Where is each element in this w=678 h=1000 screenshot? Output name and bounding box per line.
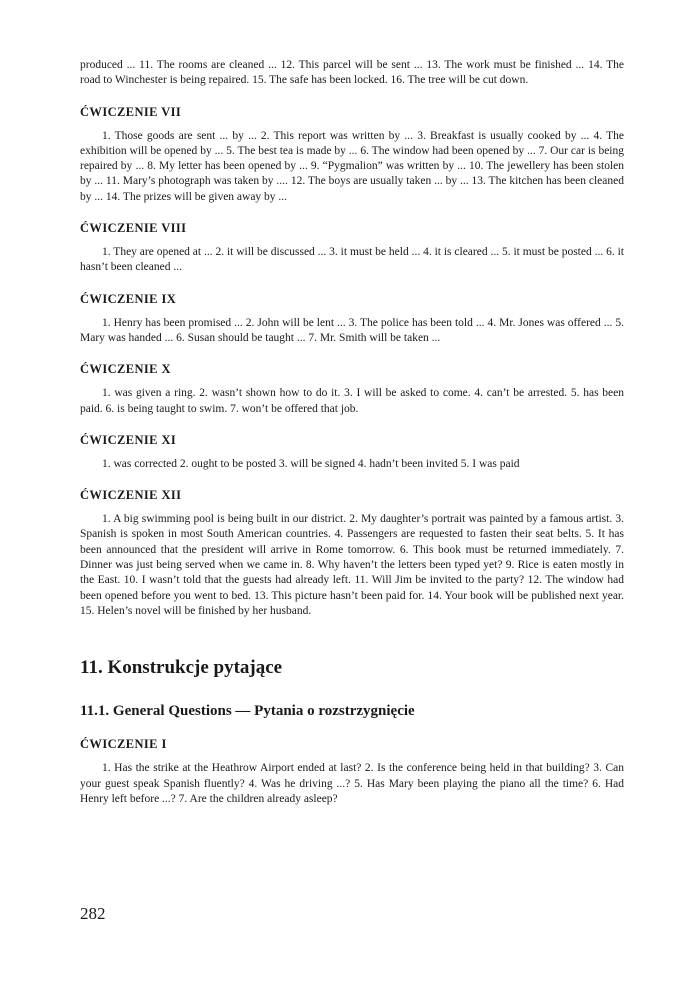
exercise-xi xyxy=(80,433,624,472)
page-number: 282 xyxy=(80,904,106,923)
exercise-viii xyxy=(80,221,624,276)
exercise-answers: 1. was corrected 2. ought to be posted 3. will be signed 4. hadn’t been invited 5. I was paid xyxy=(102,457,520,470)
exercise-heading: ĆWICZENIE X xyxy=(80,362,171,377)
exercise-heading: ĆWICZENIE VII xyxy=(80,104,182,119)
exercise-x xyxy=(80,362,624,417)
exercise-heading: ĆWICZENIE XI xyxy=(80,432,177,447)
exercise-answers: 1. Henry has been promised ... 2. John will be lent ... 3. The police has been told ... 4. Mr. Jones was offered ... 5. Mary was handed ... 6. Susan should be taught ... 7. Mr. Smith will be taken ... xyxy=(80,316,624,344)
exercise-heading: ĆWICZENIE I xyxy=(80,737,167,752)
section-title: 11.1. General Questions — Pytania o rozstrzygnięcie xyxy=(80,703,415,720)
exercise-xii xyxy=(80,488,624,619)
exercise-vii xyxy=(80,105,624,205)
exercise-answers: 1. They are opened at ... 2. it will be discussed ... 3. it must be held ... 4. it is cleared ... 5. it must be posted ... 6. it hasn’t been cleaned ... xyxy=(80,246,624,274)
exercise-i xyxy=(80,737,624,807)
exercise-answers: 1. A big swimming pool is being built in our district. 2. My daughter’s portrait was painted by a famous artist. 3. Spanish is spoken in most South American countries. 4. Passengers are requested to fasten their seat belts. 5. It has been announced that the president will arrive in Rome tomorrow. 6. This book must be returned immediately. 7. Dinner was just being served when we came in. 8. Why haven’t the letters been typed yet? 9. Rice is eaten mostly in the East. 10. I wasn’t told that the guests had already left. 11. Will Jim be invited to the party? 12. The window had been opened before you went to bed. 13. This picture hasn’t been paid for. 14. Your book will be published next year. 15. Helen’s novel will be finished by her husband. xyxy=(80,513,624,617)
exercise-ix xyxy=(80,292,624,347)
exercise-heading: ĆWICZENIE XII xyxy=(80,488,182,503)
exercise-answers: 1. Has the strike at the Heathrow Airport ended at last? 2. Is the conference being held in that building? 3. Can your guest speak Spanish fluently? 4. Was he driving ...? 5. Has Mary been playing the piano all the time? 6. Had Henry left before ...? 7. Are the children already asleep? xyxy=(80,762,624,805)
chapter-title: 11. Konstrukcje pytające xyxy=(80,657,283,679)
exercise-heading: ĆWICZENIE IX xyxy=(80,291,177,306)
exercise-answers: 1. Those goods are sent ... by ... 2. This report was written by ... 3. Breakfast is usually cooked by ... 4. The exhibition will be opened by ... 5. The best tea is made by ... 6. The window had been opened by ... 7. Our car is being repaired by ... 8. My letter has been opened by ... 9. “Pygmalion” was written by ... 10. The jewellery has been stolen by ... 11. Mary’s photograph was taken by .... 12. The boys are usually taken ... by ... 13. The kitchen has been cleaned by ... 14. The prizes will be given away by ... xyxy=(80,129,624,203)
exercise-answers: 1. was given a ring. 2. wasn’t shown how to do it. 3. I will be asked to come. 4. can’t be arrested. 5. has been paid. 6. is being taught to swim. 7. won’t be offered that job. xyxy=(80,387,624,415)
exercise-heading: ĆWICZENIE VIII xyxy=(80,221,187,236)
continuation-paragraph: produced ... 11. The rooms are cleaned ... 12. This parcel will be sent ... 13. The work must be finished ... 14. The road to Winchester is being repaired. 15. The safe has been locked. 16. The tree will be cut down. xyxy=(80,59,624,87)
page-content xyxy=(80,58,624,807)
